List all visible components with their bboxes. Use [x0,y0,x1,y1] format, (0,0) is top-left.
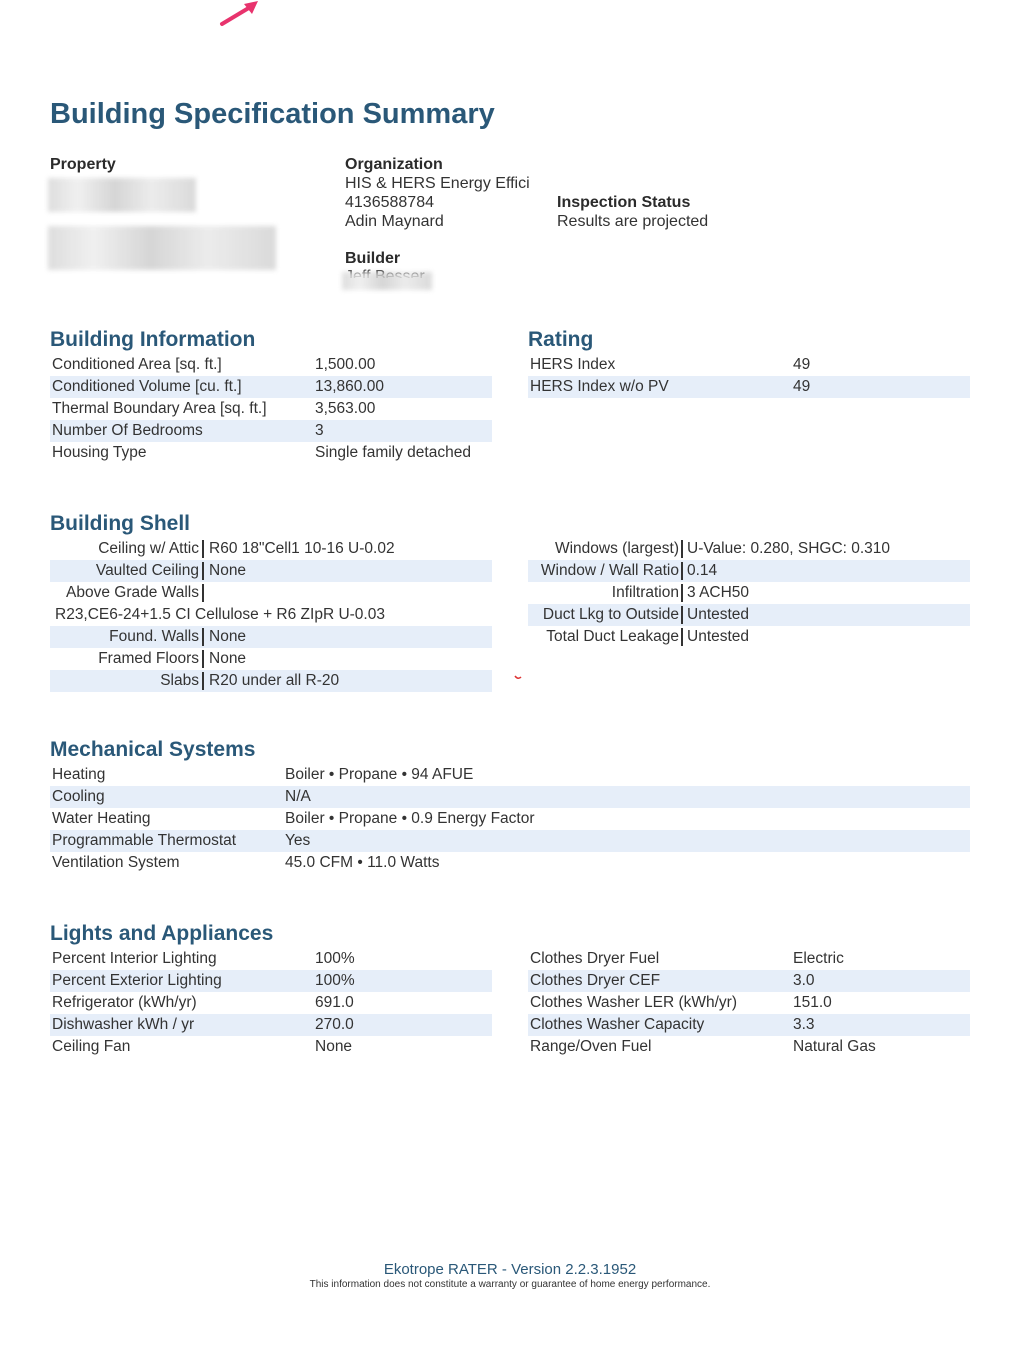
building-information-table [50,354,492,464]
table-row: Refrigerator (kWh/yr) 691.0 [52,994,354,1011]
table-row: Duct Lkg to Outside Untested [528,604,970,626]
table-row: Framed Floors None [98,650,247,667]
inspection-status-label: Inspection Status [557,194,691,211]
section-title-mechanical-systems: Mechanical Systems [50,738,256,761]
table-row: Housing Type Single family detached [52,444,471,461]
organization-label: Organization [345,156,443,173]
table-row: Conditioned Volume [cu. ft.] 13,860.00 [50,376,492,398]
table-row: Slabs R20 under all R-20 [50,670,492,692]
mechanical-systems-table [50,764,970,874]
table-row: Thermal Boundary Area [sq. ft.] 3,563.00 [52,400,376,417]
table-row: Clothes Washer Capacity 3.3 [528,1014,970,1036]
section-title-lights-and-appliances: Lights and Appliances [50,922,274,945]
organization-contact: Adin Maynard [345,213,444,230]
table-row: HERS Index w/o PV 49 [528,376,970,398]
table-row: Percent Exterior Lighting 100% [50,970,492,992]
table-row: R23,CE6-24+1.5 CI Cellulose + R6 ZIpR U-0.03 [55,606,385,623]
table-row: Total Duct Leakage Untested [546,628,750,645]
table-row: Clothes Washer LER (kWh/yr) 151.0 [530,994,832,1011]
footer-disclaimer: This information does not constitute a warranty or guarantee of home energy performance. [309,1279,711,1290]
building-shell-right-table [528,538,970,648]
builder-name-redacted [342,272,432,290]
property-address-redacted [48,178,196,212]
table-row: Programmable Thermostat Yes [50,830,970,852]
section-title-rating: Rating [528,328,594,351]
pointer-arrow-icon [218,0,262,28]
lights-right-table [528,948,970,1058]
table-row: Infiltration 3 ACH50 [611,584,750,601]
table-row: Percent Interior Lighting 100% [52,950,355,967]
table-row: Windows (largest) U-Value: 0.280, SHGC: 0.310 [554,540,891,557]
table-row: Range/Oven Fuel Natural Gas [530,1038,876,1055]
table-row: Above Grade Walls [50,582,492,604]
rating-table [528,354,970,398]
table-row: Number Of Bedrooms 3 [50,420,492,442]
property-label: Property [50,156,116,173]
table-row: Ceiling w/ Attic R60 18"Cell1 10-16 U-0.02 [98,540,395,557]
table-row: Dishwasher kWh / yr 270.0 [50,1014,492,1036]
lights-left-table [50,948,492,1058]
footer-version: Ekotrope RATER - Version 2.2.3.1952 [383,1261,637,1278]
table-row: Found. Walls None [50,626,492,648]
page-title: Building Specification Summary [50,98,495,130]
builder-label: Builder [345,250,401,267]
inspection-status-value: Results are projected [557,213,709,230]
table-row: Vaulted Ceiling None [50,560,492,582]
building-shell-left-table [50,538,492,692]
table-row: Clothes Dryer Fuel Electric [530,950,844,967]
table-row: Heating Boiler • Propane • 94 AFUE [52,766,474,783]
table-row: Ventilation System 45.0 CFM • 11.0 Watts [52,854,440,871]
organization-name: HIS & HERS Energy Effici [345,175,530,192]
property-city-redacted [48,226,276,270]
table-row: Clothes Dryer CEF 3.0 [528,970,970,992]
table-row: Window / Wall Ratio 0.14 [528,560,970,582]
table-row: HERS Index 49 [530,356,811,373]
table-row: Water Heating Boiler • Propane • 0.9 Energy Factor [52,810,535,827]
table-row: Cooling N/A [50,786,970,808]
table-row: Conditioned Area [sq. ft.] 1,500.00 [52,356,376,373]
organization-phone: 4136588784 [345,194,434,211]
section-title-building-information: Building Information [50,328,256,351]
stray-mark-icon [514,674,522,680]
table-row: Ceiling Fan None [52,1038,353,1055]
section-title-building-shell: Building Shell [50,512,190,535]
